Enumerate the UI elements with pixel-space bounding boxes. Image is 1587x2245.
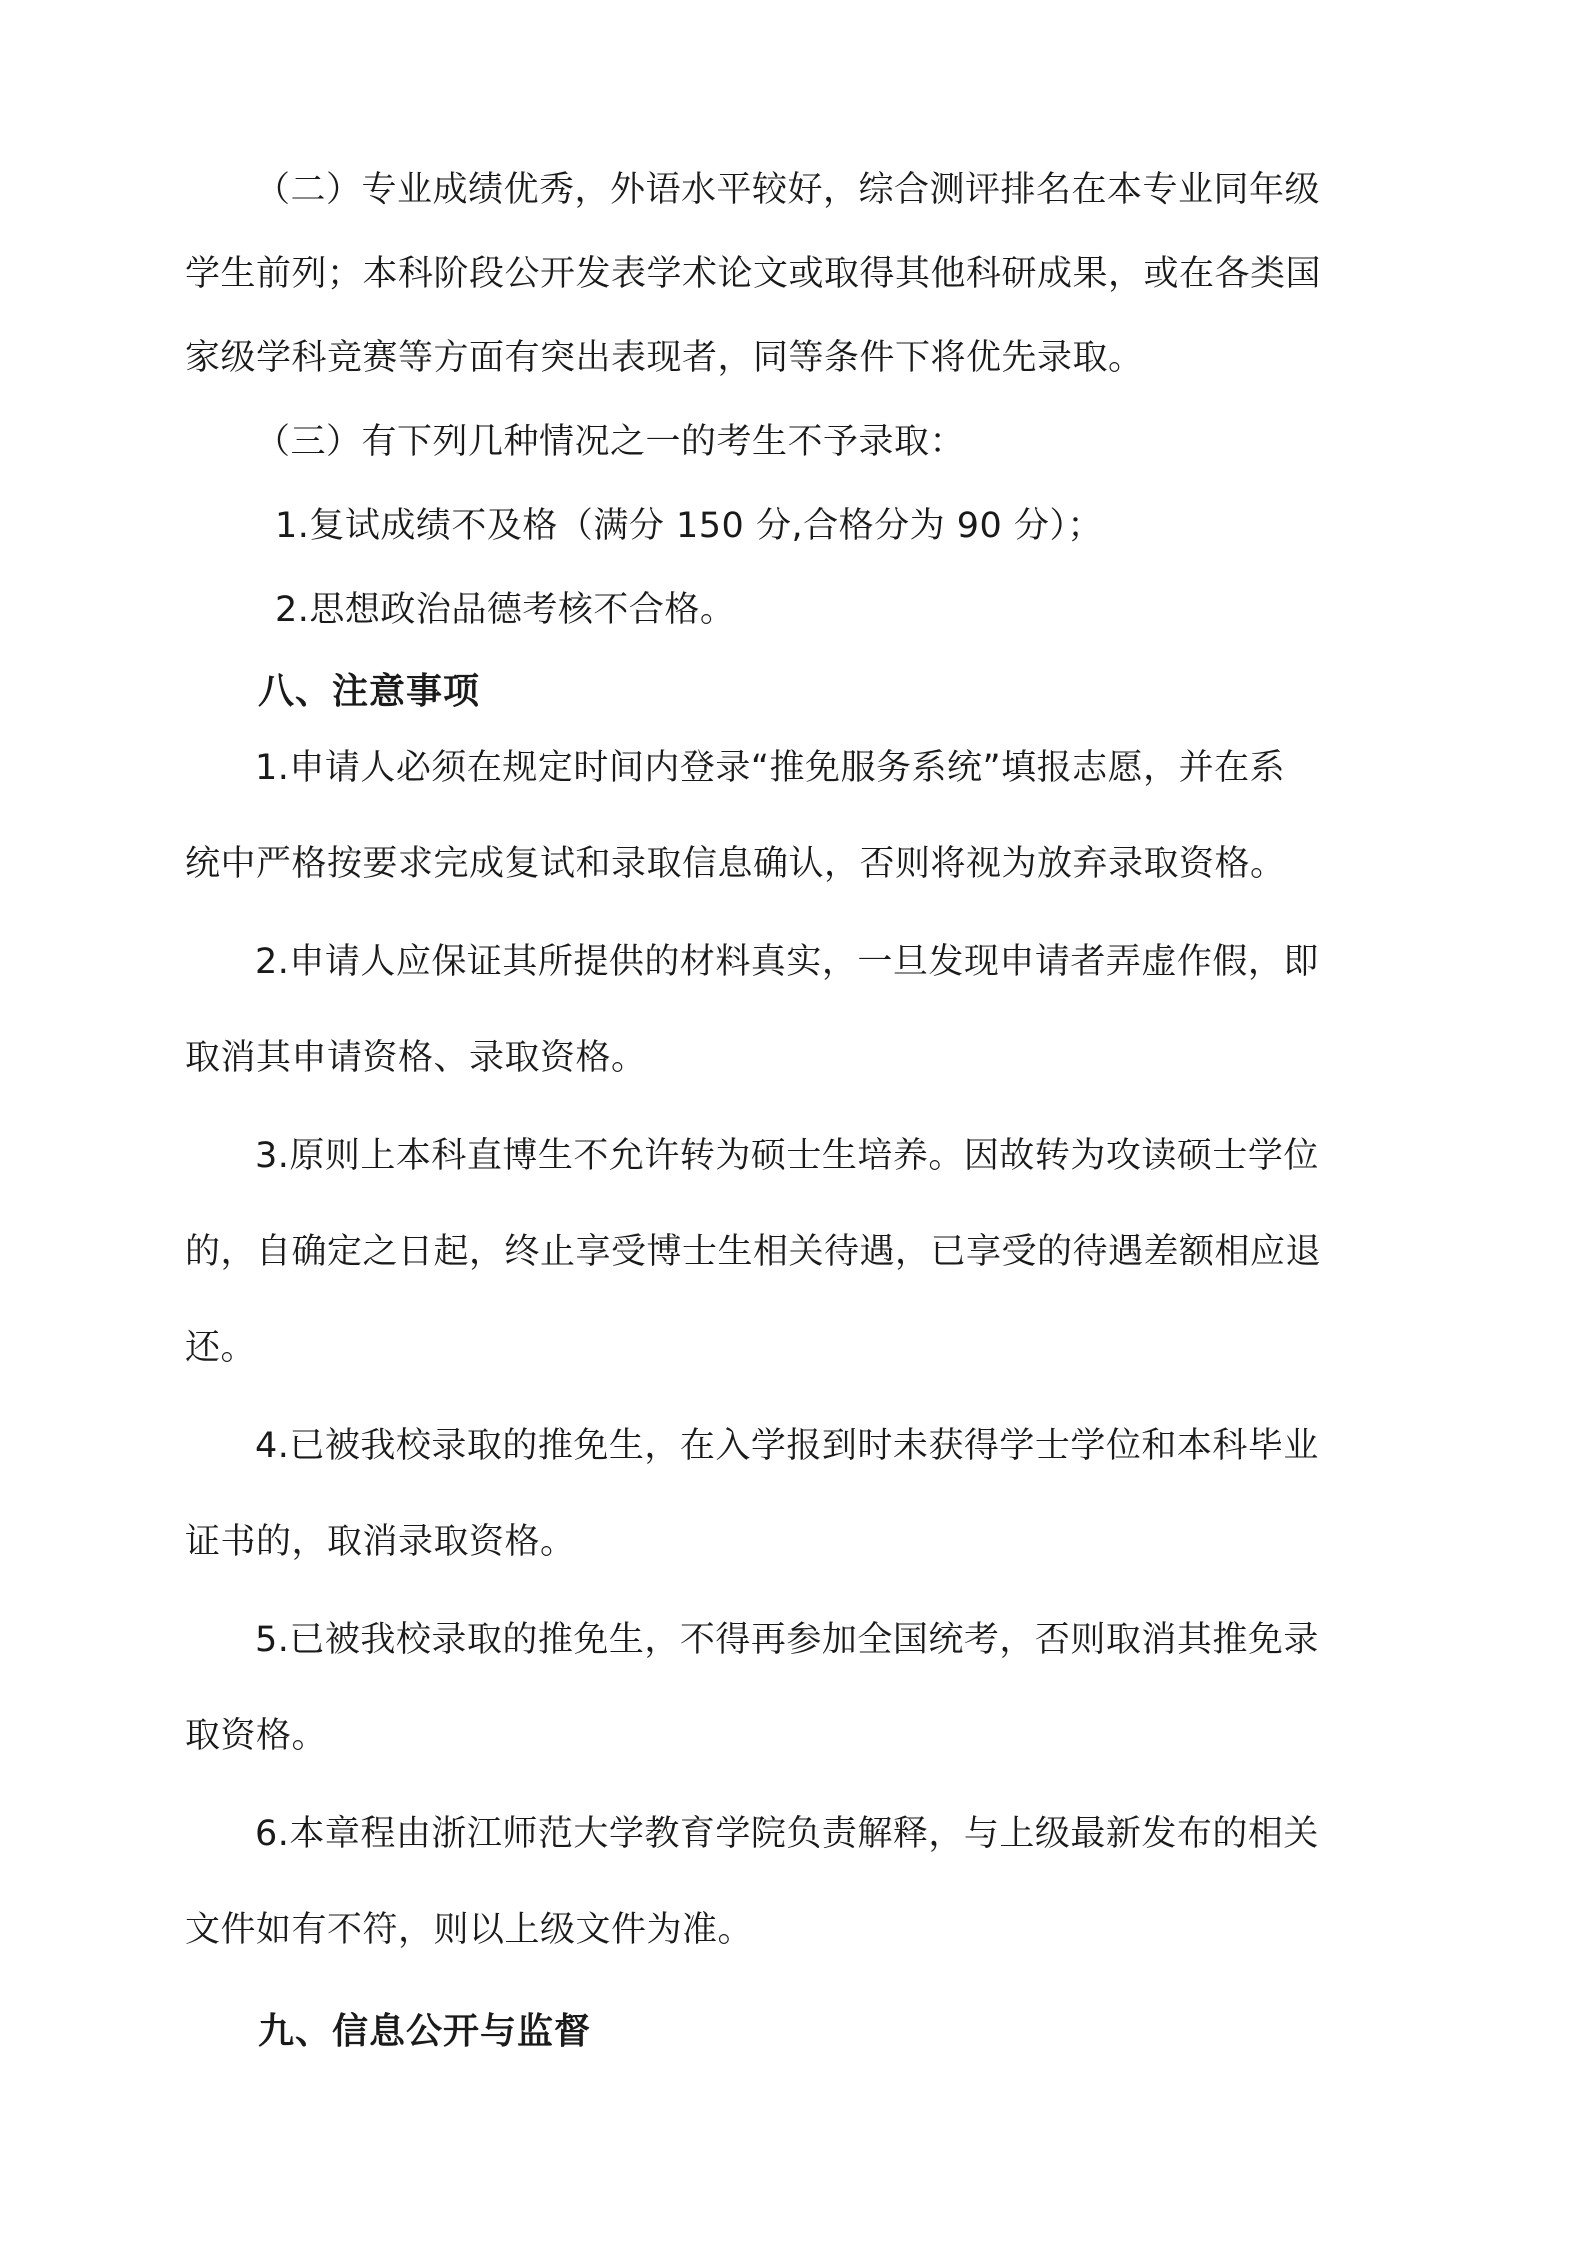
paragraph-line: 3.原则上本科直博生不允许转为硕士生培养。因故转为攻读硕士学位 (255, 1136, 1319, 1176)
section-heading: 九、信息公开与监督 (258, 2011, 592, 2052)
paragraph-line: 取资格。 (185, 1716, 328, 1756)
paragraph-line: 4.已被我校录取的推免生，在入学报到时未获得学士学位和本科毕业 (255, 1426, 1319, 1466)
section-heading: 八、注意事项 (258, 671, 481, 712)
paragraph-line: （三）有下列几种情况之一的考生不予录取： (255, 422, 966, 462)
paragraph-line: （二）专业成绩优秀，外语水平较好，综合测评排名在本专业同年级 (255, 170, 1321, 210)
paragraph-line: 1.申请人必须在规定时间内登录“推免服务系统”填报志愿，并在系 (255, 748, 1286, 788)
paragraph-line: 文件如有不符，则以上级文件为准。 (185, 1910, 754, 1950)
paragraph-line: 统中严格按要求完成复试和录取信息确认，否则将视为放弃录取资格。 (185, 844, 1286, 884)
paragraph-line: 家级学科竞赛等方面有突出表现者，同等条件下将优先录取。 (185, 338, 1144, 378)
paragraph-line: 证书的，取消录取资格。 (185, 1522, 576, 1562)
list-item: 2.思想政治品德考核不合格。 (275, 590, 736, 630)
paragraph-line: 2.申请人应保证其所提供的材料真实，一旦发现申请者弄虚作假，即 (255, 942, 1319, 982)
paragraph-line: 取消其申请资格、录取资格。 (185, 1038, 647, 1078)
paragraph-line: 5.已被我校录取的推免生，不得再参加全国统考，否则取消其推免录 (255, 1620, 1319, 1660)
paragraph-line: 的，自确定之日起，终止享受博士生相关待遇，已享受的待遇差额相应退 (185, 1232, 1322, 1272)
paragraph-line: 还。 (185, 1328, 257, 1368)
paragraph-line: 6.本章程由浙江师范大学教育学院负责解释，与上级最新发布的相关 (255, 1814, 1319, 1854)
paragraph-line: 学生前列；本科阶段公开发表学术论文或取得其他科研成果，或在各类国 (185, 254, 1322, 294)
list-item: 1.复试成绩不及格（满分 150 分,合格分为 90 分）； (275, 506, 1103, 546)
